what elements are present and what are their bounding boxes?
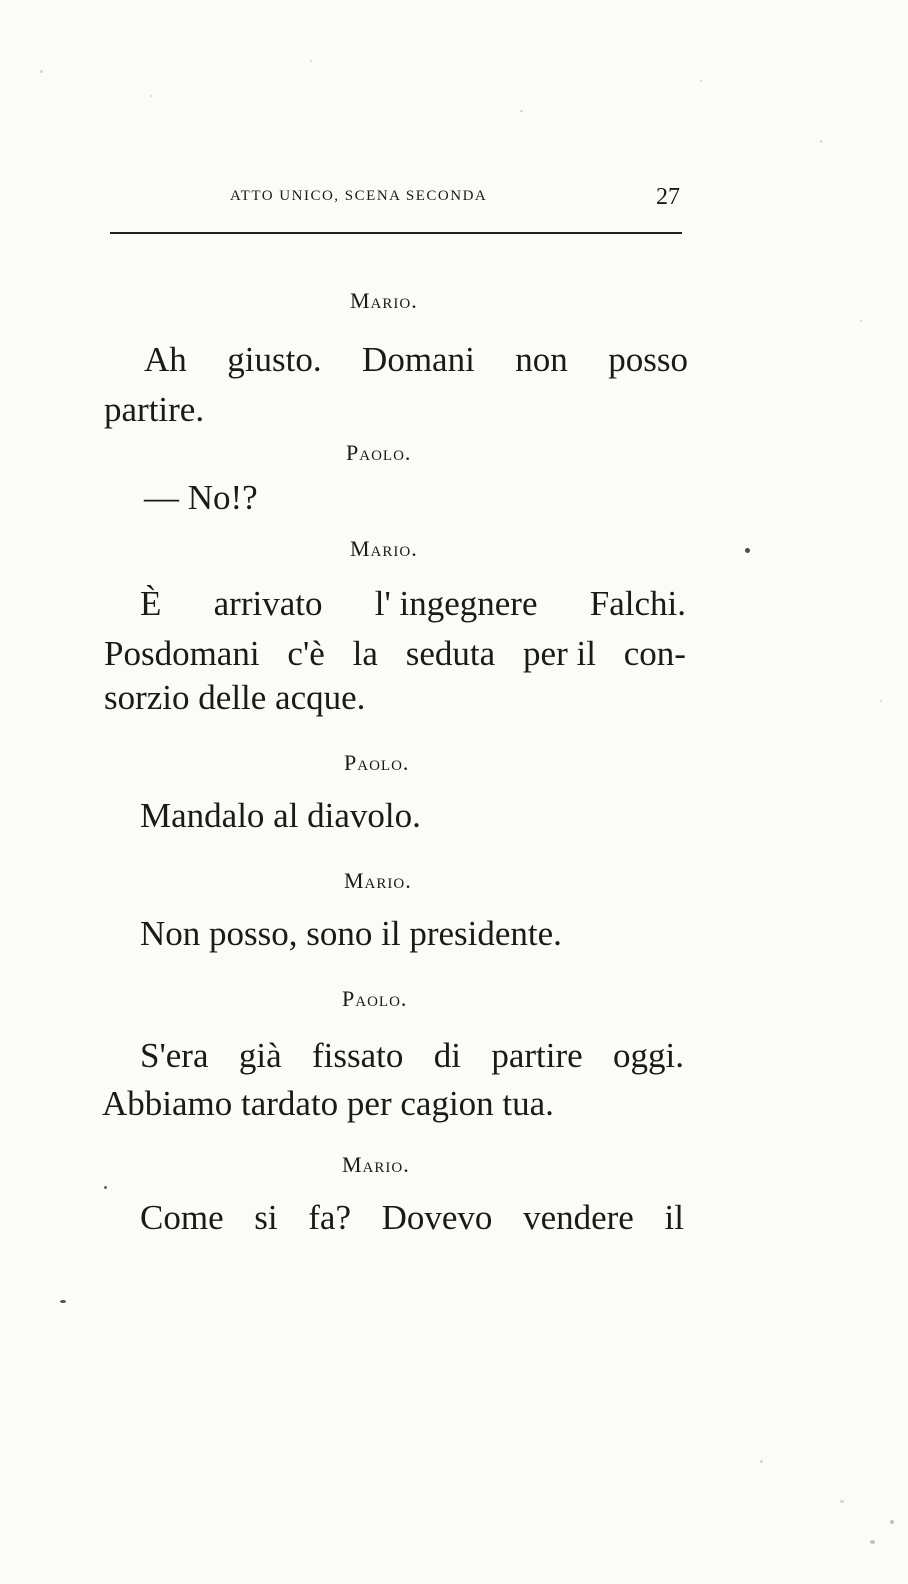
dialogue-line (144, 340, 688, 380)
word: il (664, 1198, 684, 1237)
word: oggi. (613, 1036, 684, 1075)
word: Come (140, 1198, 224, 1237)
word: Dovevo (381, 1198, 493, 1237)
word: Falchi. (589, 584, 686, 623)
speaker-name: Paolo. (344, 750, 410, 775)
word: di (433, 1036, 461, 1075)
word: si (254, 1198, 278, 1237)
page-number: 27 (656, 184, 680, 210)
word: arrivato (213, 584, 323, 623)
dialogue-line (104, 634, 686, 674)
dialogue-line: Non posso, sono il presidente. (140, 914, 562, 953)
word: posso (608, 340, 688, 379)
dialogue-line: sorzio delle acque. (104, 678, 366, 717)
speaker-name: Mario. (350, 536, 418, 561)
word: c'è (287, 634, 325, 673)
speaker-name: Mario. (342, 1152, 410, 1177)
dialogue-line: — No!? (144, 478, 258, 517)
speaker-name: Paolo. (346, 440, 412, 465)
word: S'era (140, 1036, 209, 1075)
word: Posdomani (104, 634, 260, 673)
header-rule (110, 232, 682, 234)
dialogue-line: Mandalo al diavolo. (140, 796, 421, 835)
word: Ah (144, 340, 187, 379)
dialogue-line (140, 1036, 684, 1076)
word: giusto. (227, 340, 322, 379)
word: Domani (362, 340, 475, 379)
speaker-name: Mario. (344, 868, 412, 893)
dialogue-line: Abbiamo tardato per cagion tua. (102, 1084, 554, 1123)
word: per il (523, 634, 596, 673)
word: È (140, 584, 162, 623)
word: non (515, 340, 568, 379)
word: la (352, 634, 378, 673)
word: l' ingegnere (374, 584, 538, 623)
speaker-name: Mario. (350, 288, 418, 313)
word: con- (623, 634, 686, 673)
word: fa? (308, 1198, 351, 1237)
word: partire (491, 1036, 583, 1075)
word: vendere (523, 1198, 634, 1237)
dialogue-line (140, 1198, 684, 1238)
dialogue-line: partire. (104, 390, 205, 429)
dialogue-line (140, 584, 686, 624)
speaker-name: Paolo. (342, 986, 408, 1011)
word: fissato (311, 1036, 404, 1075)
word: già (238, 1036, 282, 1075)
word: seduta (405, 634, 496, 673)
running-head: ATTO UNICO, SCENA SECONDA (230, 188, 488, 204)
